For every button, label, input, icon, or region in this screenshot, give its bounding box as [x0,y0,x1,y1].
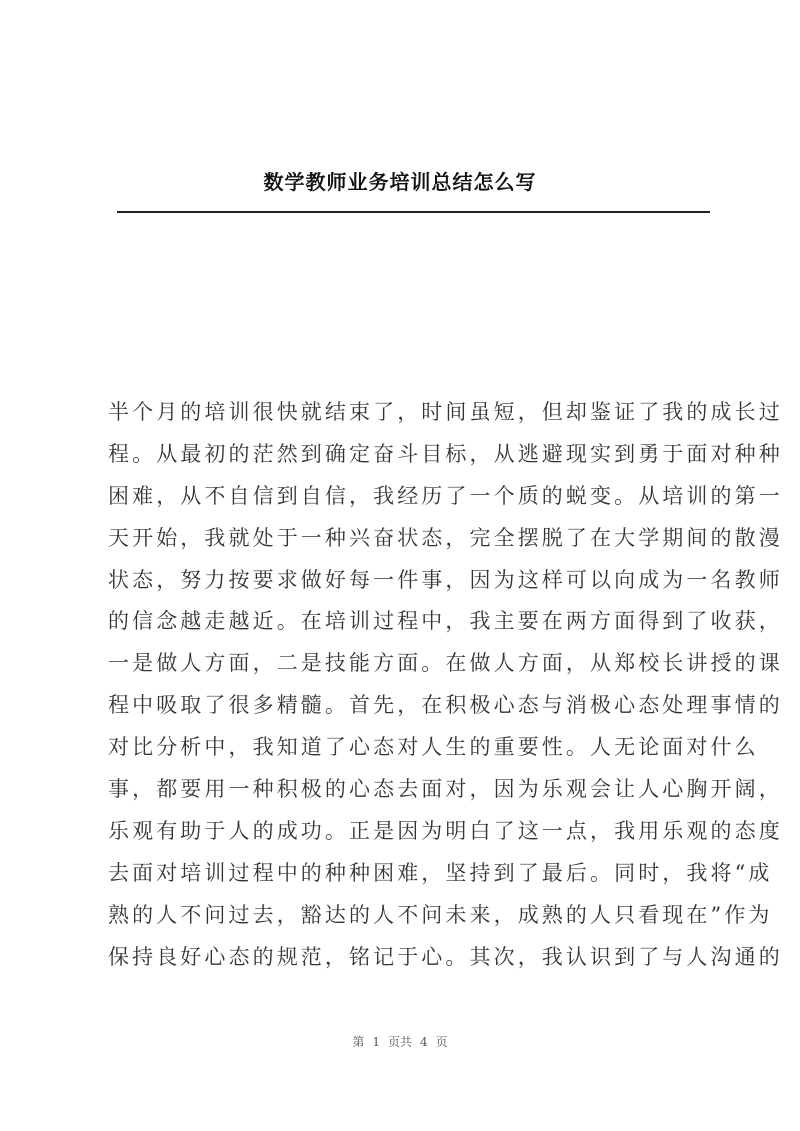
footer-middle: 页共 [387,1035,412,1049]
body-line: 事，都要用一种积极的心态去面对，因为乐观会让人心胸开阔， [108,777,783,802]
body-line: 困难，从不自信到自信，我经历了一个质的蜕变。从培训的第一 [108,483,783,508]
body-line: 程中吸取了很多精髓。首先，在积极心态与消极心态处理事情的 [108,693,783,718]
body-line: 保持良好心态的规范，铭记于心。其次，我认识到了与人沟通的 [108,944,783,969]
page-number: 1 [372,1035,380,1049]
body-line: 对比分析中，我知道了心态对人生的重要性。人无论面对什么 [108,735,759,760]
body-line: 程。从最初的茫然到确定奋斗目标，从逃避现实到勇于面对种种 [108,441,783,466]
body-line: 熟的人不问过去，豁达的人不问未来，成熟的人只看现在”作为 [108,902,773,927]
body-line: 天开始，我就处于一种兴奋状态，完全摆脱了在大学期间的散漫 [108,525,783,550]
body-line: 去面对培训过程中的种种困难，坚持到了最后。同时，我将“成 [108,860,773,885]
body-line: 的信念越走越近。在培训过程中，我主要在两方面得到了收获， [108,609,783,634]
body-line: 乐观有助于人的成功。正是因为明白了这一点，我用乐观的态度 [108,818,783,843]
page-footer [0,1033,800,1050]
page-total: 4 [420,1035,428,1049]
body-line: 半个月的培训很快就结束了，时间虽短，但却鉴证了我的成长过 [108,400,783,424]
body-line: 状态，努力按要求做好每一件事，因为这样可以向成为一名教师 [108,567,783,592]
body-line: 一是做人方面，二是技能方面。在做人方面，从郑校长讲授的课 [108,651,783,676]
footer-prefix: 第 [352,1035,365,1049]
document-body [108,398,783,984]
document-title: 数学教师业务培训总结怎么写 [263,170,537,194]
title-divider [117,211,710,213]
footer-suffix: 页 [435,1035,448,1049]
